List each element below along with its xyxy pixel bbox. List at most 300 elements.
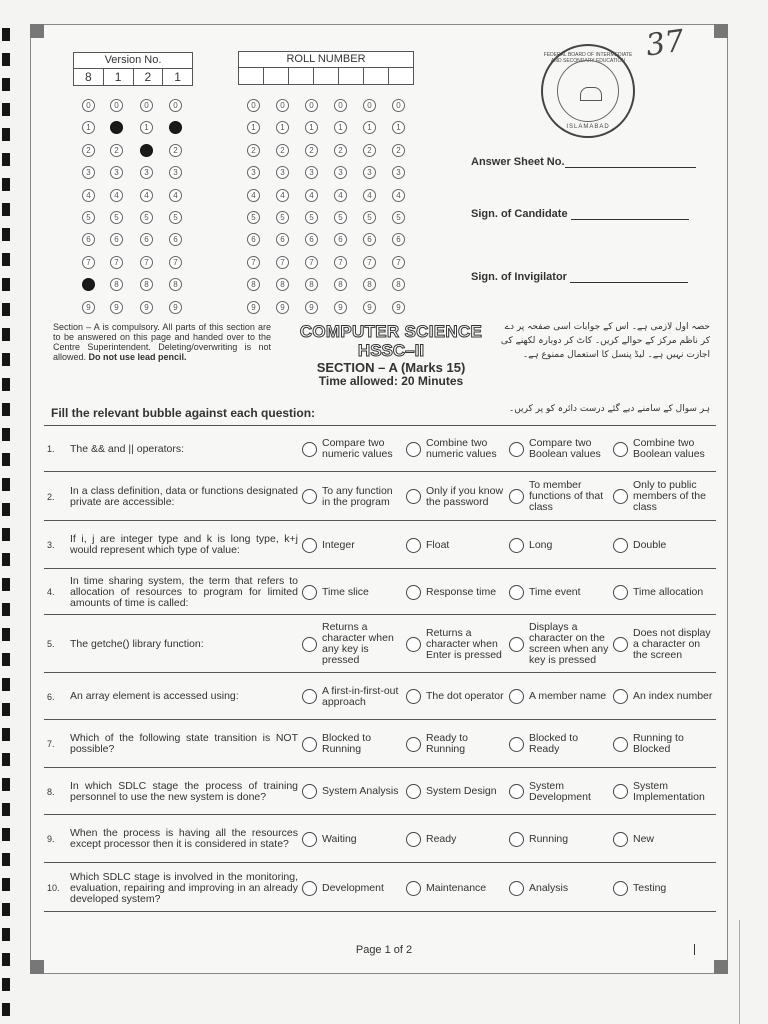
- corner-mark: [714, 24, 728, 38]
- roll-number-bubble[interactable]: 2: [305, 144, 318, 157]
- answer-option-label: A first-in-first-out approach: [322, 684, 399, 708]
- answer-sheet-number-field[interactable]: [471, 156, 696, 168]
- roll-number-bubble[interactable]: 0: [334, 99, 347, 112]
- answer-option[interactable]: [613, 480, 717, 513]
- roll-number-bubble[interactable]: 4: [247, 189, 260, 202]
- answer-bubble[interactable]: [302, 538, 317, 553]
- handwritten-number: 37: [643, 23, 687, 64]
- binding-hole: [2, 828, 10, 841]
- time-allowed: Time allowed: 20 Minutes: [318, 374, 464, 388]
- roll-number-bubble[interactable]: 7: [276, 256, 289, 269]
- version-bubble[interactable]: 1: [169, 121, 182, 134]
- version-bubble[interactable]: 1: [110, 121, 123, 134]
- section-title: SECTION – A (Marks 15): [316, 360, 466, 375]
- version-bubble[interactable]: 2: [140, 144, 153, 157]
- binding-marks: [0, 0, 12, 1024]
- roll-number-bubble[interactable]: 0: [392, 99, 405, 112]
- answer-bubble[interactable]: [613, 689, 628, 704]
- answer-option[interactable]: [613, 628, 717, 661]
- answer-option[interactable]: [613, 781, 717, 803]
- answer-bubble[interactable]: [406, 442, 421, 457]
- answer-bubble[interactable]: [509, 881, 524, 896]
- version-bubble[interactable]: 7: [169, 256, 182, 269]
- roll-number-cell[interactable]: [289, 68, 314, 84]
- roll-number-cell[interactable]: [314, 68, 339, 84]
- version-bubble[interactable]: 9: [169, 301, 182, 314]
- roll-number-bubble[interactable]: 1: [334, 121, 347, 134]
- roll-number-bubble[interactable]: 7: [334, 256, 347, 269]
- version-bubble[interactable]: 2: [110, 144, 123, 157]
- answer-option[interactable]: [406, 881, 506, 896]
- answer-bubble[interactable]: [613, 881, 628, 896]
- binding-hole: [2, 228, 10, 241]
- roll-number-bubble[interactable]: 3: [392, 166, 405, 179]
- version-bubble[interactable]: 6: [169, 233, 182, 246]
- roll-number-bubble[interactable]: 7: [363, 256, 376, 269]
- answer-option-label: Returns a character when any key is pressed: [322, 621, 394, 666]
- question-row: [44, 471, 716, 520]
- version-bubble[interactable]: 1: [140, 121, 153, 134]
- question-row: [44, 814, 716, 862]
- question-number: 4.: [47, 587, 55, 597]
- roll-number-bubble[interactable]: 6: [305, 233, 318, 246]
- binding-hole: [2, 728, 10, 741]
- answer-option-label: System Development: [529, 779, 591, 803]
- question-text: In which SDLC stage the process of training personnel to use the new system is done?: [70, 779, 298, 803]
- answer-option[interactable]: [509, 733, 609, 755]
- version-bubble[interactable]: 0: [110, 99, 123, 112]
- answer-bubble[interactable]: [509, 538, 524, 553]
- answer-option-label: Double: [633, 538, 667, 551]
- answer-bubble[interactable]: [406, 784, 421, 799]
- answer-option[interactable]: [509, 480, 609, 513]
- answer-bubble[interactable]: [509, 585, 524, 600]
- answer-option-label: Ready to Running: [426, 732, 469, 755]
- binding-hole: [2, 628, 10, 641]
- answer-bubble[interactable]: [406, 832, 421, 847]
- answer-option[interactable]: [302, 538, 402, 553]
- question-number: 9.: [47, 834, 55, 844]
- answer-option-label: Time allocation: [633, 585, 704, 598]
- answer-option[interactable]: [613, 438, 717, 460]
- roll-number-bubble[interactable]: 0: [276, 99, 289, 112]
- answer-option-label: Float: [426, 538, 450, 551]
- roll-number-bubble[interactable]: 9: [334, 301, 347, 314]
- corner-mark: [30, 24, 44, 38]
- answer-option-label: Compare two numeric values: [322, 437, 393, 460]
- answer-bubble[interactable]: [509, 637, 524, 652]
- binding-hole: [2, 928, 10, 941]
- question-number: 7.: [47, 739, 55, 749]
- answer-bubble[interactable]: [302, 489, 317, 504]
- roll-number-bubble[interactable]: 3: [247, 166, 260, 179]
- answer-option-label: Running: [529, 832, 569, 845]
- version-bubble[interactable]: 0: [140, 99, 153, 112]
- page-number: Page 1 of 2: [355, 944, 413, 956]
- question-row: [44, 862, 716, 912]
- question-text: The && and || operators:: [70, 442, 185, 455]
- version-digit: 1: [174, 70, 181, 84]
- roll-number-bubble[interactable]: 5: [334, 211, 347, 224]
- roll-number-bubble[interactable]: 5: [247, 211, 260, 224]
- answer-option-label: Only to public members of the class: [633, 479, 706, 513]
- answer-bubble[interactable]: [406, 585, 421, 600]
- roll-number-bubble[interactable]: 2: [276, 144, 289, 157]
- version-digit: 1: [104, 69, 134, 85]
- answer-option[interactable]: [509, 689, 609, 704]
- question-text: Which SDLC stage is involved in the monitoring, evaluation, repairing and improving in an already developed system?: [70, 870, 298, 905]
- binding-hole: [2, 153, 10, 166]
- roll-number-bubble[interactable]: 2: [392, 144, 405, 157]
- candidate-signature-line: [571, 210, 689, 220]
- version-bubble[interactable]: 7: [82, 256, 95, 269]
- roll-number-bubble[interactable]: 8: [392, 278, 405, 291]
- answer-bubble[interactable]: [302, 689, 317, 704]
- answer-option[interactable]: [406, 538, 506, 553]
- answer-option-label: New: [633, 832, 655, 845]
- answer-bubble[interactable]: [302, 737, 317, 752]
- roll-number-bubble[interactable]: 8: [334, 278, 347, 291]
- roll-number-cell[interactable]: [264, 68, 289, 84]
- roll-number-bubble[interactable]: 9: [392, 301, 405, 314]
- binding-hole: [2, 28, 10, 41]
- answer-option-label: Does not display a character on the screen: [633, 626, 711, 661]
- answer-option[interactable]: [509, 538, 609, 553]
- answer-option-label: To member functions of that class: [529, 479, 604, 513]
- seal-inner-ring: [557, 60, 619, 122]
- roll-number-bubble[interactable]: 2: [334, 144, 347, 157]
- answer-bubble[interactable]: [406, 689, 421, 704]
- version-bubble[interactable]: 5: [169, 211, 182, 224]
- binding-hole: [2, 778, 10, 791]
- binding-hole: [2, 353, 10, 366]
- binding-hole: [2, 853, 10, 866]
- roll-number-bubble[interactable]: 0: [305, 99, 318, 112]
- version-bubble[interactable]: 9: [110, 301, 123, 314]
- binding-hole: [2, 203, 10, 216]
- answer-option[interactable]: [509, 832, 609, 847]
- version-bubble[interactable]: 4: [110, 189, 123, 202]
- roll-number-bubble[interactable]: 8: [305, 278, 318, 291]
- roll-number-bubble[interactable]: 5: [363, 211, 376, 224]
- answer-bubble[interactable]: [302, 881, 317, 896]
- version-bubble[interactable]: 2: [169, 144, 182, 157]
- question-row: [44, 568, 716, 614]
- answer-bubble[interactable]: [406, 489, 421, 504]
- question-number: 10.: [47, 883, 60, 893]
- answer-option[interactable]: [406, 689, 506, 704]
- answer-bubble[interactable]: [302, 637, 317, 652]
- answer-option[interactable]: [613, 733, 717, 755]
- version-bubble[interactable]: 3: [140, 166, 153, 179]
- roll-number-bubble[interactable]: 6: [247, 233, 260, 246]
- urdu-fill-instruction: ہر سوال کے سامنے دیے گئے درست دائرہ کو پر کریں۔: [508, 404, 710, 414]
- binding-hole: [2, 903, 10, 916]
- version-bubble[interactable]: 3: [82, 166, 95, 179]
- version-bubble[interactable]: 2: [82, 144, 95, 157]
- answer-option-label: A member name: [529, 690, 607, 702]
- answer-option[interactable]: [406, 832, 506, 847]
- version-bubble[interactable]: 3: [110, 166, 123, 179]
- answer-option[interactable]: [509, 438, 609, 460]
- version-bubble[interactable]: 4: [82, 189, 95, 202]
- roll-number-cell[interactable]: [239, 68, 264, 84]
- version-bubble[interactable]: 8: [140, 278, 153, 291]
- answer-option-label: Response time: [426, 585, 497, 598]
- answer-option[interactable]: [613, 881, 717, 896]
- answer-option-label: Combine two numeric values: [426, 437, 497, 460]
- answer-option[interactable]: [406, 733, 506, 755]
- question-text: Which of the following state transition is NOT possible?: [70, 732, 298, 755]
- answer-option[interactable]: [406, 585, 506, 600]
- roll-number-bubble[interactable]: 3: [305, 166, 318, 179]
- answer-option[interactable]: [509, 881, 609, 896]
- binding-hole: [2, 703, 10, 716]
- roll-number-cell[interactable]: [364, 68, 389, 84]
- roll-number-bubble[interactable]: 4: [276, 189, 289, 202]
- version-bubble[interactable]: 5: [110, 211, 123, 224]
- binding-hole: [2, 128, 10, 141]
- binding-hole: [2, 528, 10, 541]
- roll-number-bubble[interactable]: 6: [276, 233, 289, 246]
- answer-option[interactable]: [406, 486, 506, 508]
- answer-bubble[interactable]: [302, 442, 317, 457]
- answer-option-label: Analysis: [529, 881, 569, 894]
- roll-number-bubble[interactable]: 7: [392, 256, 405, 269]
- book-icon: [580, 87, 602, 101]
- roll-number-bubble[interactable]: 0: [247, 99, 260, 112]
- answer-option[interactable]: [302, 733, 402, 755]
- roll-number-bubble[interactable]: 4: [392, 189, 405, 202]
- answer-option[interactable]: [613, 538, 717, 553]
- binding-hole: [2, 1003, 10, 1016]
- version-bubble[interactable]: 0: [82, 99, 95, 112]
- binding-hole: [2, 53, 10, 66]
- margin-line: [739, 920, 740, 1024]
- roll-number-bubble[interactable]: 1: [363, 121, 376, 134]
- version-bubble[interactable]: 6: [110, 233, 123, 246]
- answer-option[interactable]: [509, 781, 609, 803]
- candidate-signature-field[interactable]: [471, 208, 689, 220]
- roll-number-bubble[interactable]: 4: [305, 189, 318, 202]
- binding-hole: [2, 803, 10, 816]
- answer-bubble[interactable]: [613, 538, 628, 553]
- roll-number-cell[interactable]: [339, 68, 364, 84]
- answer-bubble[interactable]: [509, 489, 524, 504]
- version-digit: 2: [134, 69, 164, 85]
- answer-bubble[interactable]: [613, 585, 628, 600]
- roll-number-bubble[interactable]: 3: [363, 166, 376, 179]
- answer-option-label: Ready: [426, 832, 457, 845]
- answer-option[interactable]: [613, 832, 717, 847]
- answer-option-label: Testing: [633, 881, 667, 894]
- answer-option[interactable]: [302, 438, 402, 460]
- roll-number-bubble[interactable]: 4: [334, 189, 347, 202]
- corner-mark: [714, 960, 728, 974]
- answer-option-label: Long: [529, 538, 553, 551]
- answer-option-label: Time slice: [322, 585, 369, 598]
- answer-bubble[interactable]: [406, 881, 421, 896]
- answer-bubble[interactable]: [302, 585, 317, 600]
- answer-bubble[interactable]: [613, 637, 628, 652]
- question-text: The getche() library function:: [70, 637, 204, 650]
- roll-number-bubble[interactable]: 2: [363, 144, 376, 157]
- version-bubble[interactable]: 9: [82, 301, 95, 314]
- answer-option[interactable]: [302, 585, 402, 600]
- answer-bubble[interactable]: [613, 442, 628, 457]
- version-bubble[interactable]: 6: [140, 233, 153, 246]
- answer-option[interactable]: [406, 628, 506, 661]
- roll-number-bubble[interactable]: 9: [247, 301, 260, 314]
- invigilator-signature-field[interactable]: [471, 271, 688, 283]
- answer-option-label: System Design: [426, 785, 497, 797]
- binding-hole: [2, 503, 10, 516]
- answer-sheet-label: Answer Sheet No.: [471, 156, 565, 168]
- roll-number-bubble[interactable]: 9: [305, 301, 318, 314]
- roll-number-bubble[interactable]: 3: [276, 166, 289, 179]
- answer-option-label: Development: [322, 881, 384, 894]
- roll-number-bubble[interactable]: 6: [334, 233, 347, 246]
- version-bubble[interactable]: 7: [110, 256, 123, 269]
- answer-option[interactable]: [406, 438, 506, 460]
- version-bubble[interactable]: 8: [82, 278, 95, 291]
- roll-number-bubble[interactable]: 2: [247, 144, 260, 157]
- roll-number-bubble[interactable]: 3: [334, 166, 347, 179]
- instructions-text: Section – A is compulsory. All parts of this section are to be answered on this page and handed over to the Centre Superintendent. Deleting/overwriting is not allowed.: [53, 322, 271, 362]
- binding-hole: [2, 103, 10, 116]
- roll-number-bubble[interactable]: 1: [276, 121, 289, 134]
- fill-instruction: Fill the relevant bubble against each question:: [51, 406, 316, 420]
- roll-number-bubble[interactable]: 0: [363, 99, 376, 112]
- answer-bubble[interactable]: [406, 637, 421, 652]
- version-bubble[interactable]: 0: [169, 99, 182, 112]
- question-row: [44, 767, 716, 814]
- version-bubble[interactable]: 5: [140, 211, 153, 224]
- answer-bubble[interactable]: [302, 784, 317, 799]
- binding-hole: [2, 753, 10, 766]
- roll-number-bubble[interactable]: 1: [392, 121, 405, 134]
- version-number-box: [73, 52, 193, 86]
- roll-number-bubble[interactable]: 8: [276, 278, 289, 291]
- answer-option[interactable]: [302, 486, 402, 508]
- version-bubble[interactable]: 4: [169, 189, 182, 202]
- level-title: HSSC–II: [357, 341, 425, 360]
- version-digit: 8: [74, 69, 104, 85]
- version-bubble[interactable]: 7: [140, 256, 153, 269]
- answer-sheet-line: [565, 158, 696, 168]
- answer-option-label: System Implementation: [633, 779, 705, 803]
- seal-bottom-text: ISLAMABAD: [566, 124, 610, 130]
- answer-option[interactable]: [302, 881, 402, 896]
- answer-bubble[interactable]: [509, 442, 524, 457]
- answer-bubble[interactable]: [509, 784, 524, 799]
- roll-number-bubble[interactable]: 9: [363, 301, 376, 314]
- roll-number-bubble[interactable]: 7: [247, 256, 260, 269]
- binding-hole: [2, 453, 10, 466]
- answer-option[interactable]: [509, 585, 609, 600]
- roll-number-bubble[interactable]: 6: [363, 233, 376, 246]
- question-number: 5.: [47, 639, 55, 649]
- answer-bubble[interactable]: [613, 737, 628, 752]
- question-number: 1.: [47, 444, 55, 454]
- answer-bubble[interactable]: [509, 737, 524, 752]
- roll-number-cell[interactable]: [389, 68, 413, 84]
- version-bubble[interactable]: 3: [169, 166, 182, 179]
- answer-option[interactable]: [302, 622, 402, 666]
- answer-option-label: Returns a character when Enter is pressed: [426, 626, 502, 661]
- version-bubble[interactable]: 4: [140, 189, 153, 202]
- answer-option[interactable]: [302, 686, 402, 708]
- question-text: In a class definition, data or functions designated private are accessible:: [70, 484, 298, 508]
- binding-hole: [2, 378, 10, 391]
- answer-bubble[interactable]: [509, 689, 524, 704]
- section-instructions: [53, 322, 271, 362]
- answer-bubble[interactable]: [613, 832, 628, 847]
- roll-number-bubble[interactable]: 8: [247, 278, 260, 291]
- answer-bubble[interactable]: [613, 784, 628, 799]
- version-number-title: Version No.: [74, 53, 192, 69]
- binding-hole: [2, 253, 10, 266]
- answer-option[interactable]: [406, 784, 506, 799]
- question-text: If i, j are integer type and k is long type, k+j would represent which type of value:: [70, 533, 298, 556]
- answer-option-label: The dot operator: [426, 690, 504, 702]
- answer-option[interactable]: [509, 622, 609, 666]
- answer-option-label: System Analysis: [322, 785, 399, 797]
- answer-option-label: Displays a character on the screen when any key is pressed: [529, 621, 609, 666]
- roll-number-bubble[interactable]: 5: [276, 211, 289, 224]
- question-number: 6.: [47, 691, 55, 702]
- roll-number-bubble[interactable]: 1: [247, 121, 260, 134]
- answer-bubble[interactable]: [613, 489, 628, 504]
- roll-number-bubble[interactable]: 5: [305, 211, 318, 224]
- binding-hole: [2, 178, 10, 191]
- binding-hole: [2, 478, 10, 491]
- answer-option-label: Only if you know the password: [426, 484, 504, 508]
- version-bubble[interactable]: 6: [82, 233, 95, 246]
- roll-number-bubble[interactable]: 5: [392, 211, 405, 224]
- version-bubble[interactable]: 9: [140, 301, 153, 314]
- answer-option-label: Running to Blocked: [633, 732, 684, 755]
- version-bubble[interactable]: 8: [110, 278, 123, 291]
- question-text: In time sharing system, the term that refers to allocation of resources to program for limited amounts of time is called:: [70, 574, 298, 609]
- question-number: 8.: [47, 786, 55, 797]
- version-bubble[interactable]: 8: [169, 278, 182, 291]
- answer-option[interactable]: [613, 689, 717, 704]
- roll-number-bubble[interactable]: 6: [392, 233, 405, 246]
- question-number: 2.: [47, 491, 55, 502]
- answer-bubble[interactable]: [406, 737, 421, 752]
- roll-number-bubble[interactable]: 8: [363, 278, 376, 291]
- roll-number-bubble[interactable]: 7: [305, 256, 318, 269]
- answer-bubble[interactable]: [302, 832, 317, 847]
- roll-number-bubble[interactable]: 1: [305, 121, 318, 134]
- answer-bubble[interactable]: [406, 538, 421, 553]
- answer-option[interactable]: [613, 585, 717, 600]
- binding-hole: [2, 303, 10, 316]
- version-bubble[interactable]: 1: [82, 121, 95, 134]
- roll-number-bubble[interactable]: 9: [276, 301, 289, 314]
- version-bubble[interactable]: 5: [82, 211, 95, 224]
- roll-number-bubble[interactable]: 4: [363, 189, 376, 202]
- invigilator-signature-line: [570, 273, 688, 283]
- instructions-bold: Do not use lead pencil.: [88, 352, 187, 362]
- binding-hole: [2, 653, 10, 666]
- answer-bubble[interactable]: [509, 832, 524, 847]
- answer-option[interactable]: [302, 832, 402, 847]
- answer-option-label: Time event: [529, 585, 581, 598]
- answer-option[interactable]: [302, 784, 402, 799]
- binding-hole: [2, 553, 10, 566]
